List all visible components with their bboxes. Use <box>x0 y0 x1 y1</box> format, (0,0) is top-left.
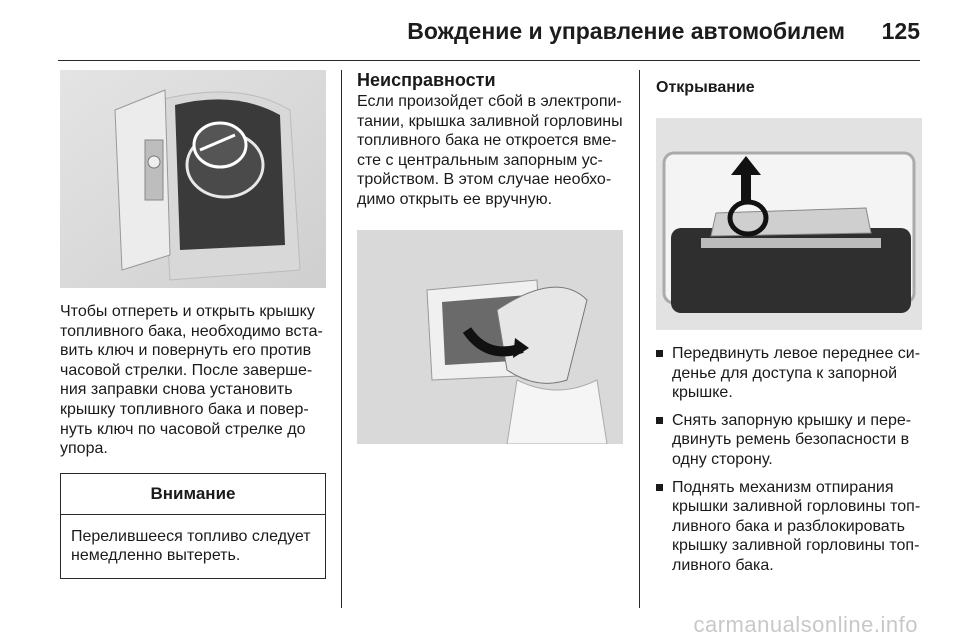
column-3 <box>656 70 926 584</box>
bullet-icon <box>656 350 663 357</box>
instruction-paragraph: Чтобы отпереть и открыть крышку топливного бака, необходимо вста- вить ключ и повернуть его против часовой стрелки. После заверше- ния заправки снова установить крышку топливного бака и повер- нуть ключ по часовой стрелке до упора. <box>60 303 323 458</box>
instruction-list <box>656 344 926 576</box>
section-heading: Неисправности <box>357 70 496 90</box>
release-mechanism-illustration <box>656 118 922 330</box>
list-item <box>656 344 926 403</box>
watermark: carmanualsonline.info <box>693 612 918 637</box>
column-1 <box>60 70 326 579</box>
list-item <box>656 411 926 470</box>
page-number: 125 <box>881 18 920 44</box>
header-divider <box>58 60 920 61</box>
opening-heading: Открывание <box>656 79 755 96</box>
page-title: Вождение и управление автомобилем <box>407 18 845 44</box>
manual-flap-opening-illustration <box>357 230 623 444</box>
warning-text: Перелившееся топливо следует немедленно вытереть. <box>71 527 311 565</box>
bullet-icon <box>656 417 663 424</box>
column-divider-1 <box>341 70 342 608</box>
column-2 <box>357 70 627 444</box>
fuel-flap-key-illustration <box>60 70 326 288</box>
warning-box <box>60 473 326 579</box>
list-item-text: Поднять механизм отпирания крышки заливной горловины топ- ливного бака и разблокировать крышку заливной горловины топ- ливного бака. <box>672 478 921 574</box>
malfunction-paragraph: Если произойдет сбой в электропи- тании, крышка заливной горловины топливного бака не откроется вме- сте с центральным запорным ус- тройством. В этом случае необхо- димо открыть ее вручную. <box>357 93 623 208</box>
list-item-text: Снять запорную крышку и пере- двинуть ремень безопасности в одну сторону. <box>672 411 912 468</box>
page-header <box>0 0 960 60</box>
warning-title: Внимание <box>61 474 325 515</box>
column-divider-2 <box>639 70 640 608</box>
list-item <box>656 478 926 576</box>
bullet-icon <box>656 484 663 491</box>
list-item-text: Передвинуть левое переднее си- денье для доступа к запорной крышке. <box>672 345 921 402</box>
